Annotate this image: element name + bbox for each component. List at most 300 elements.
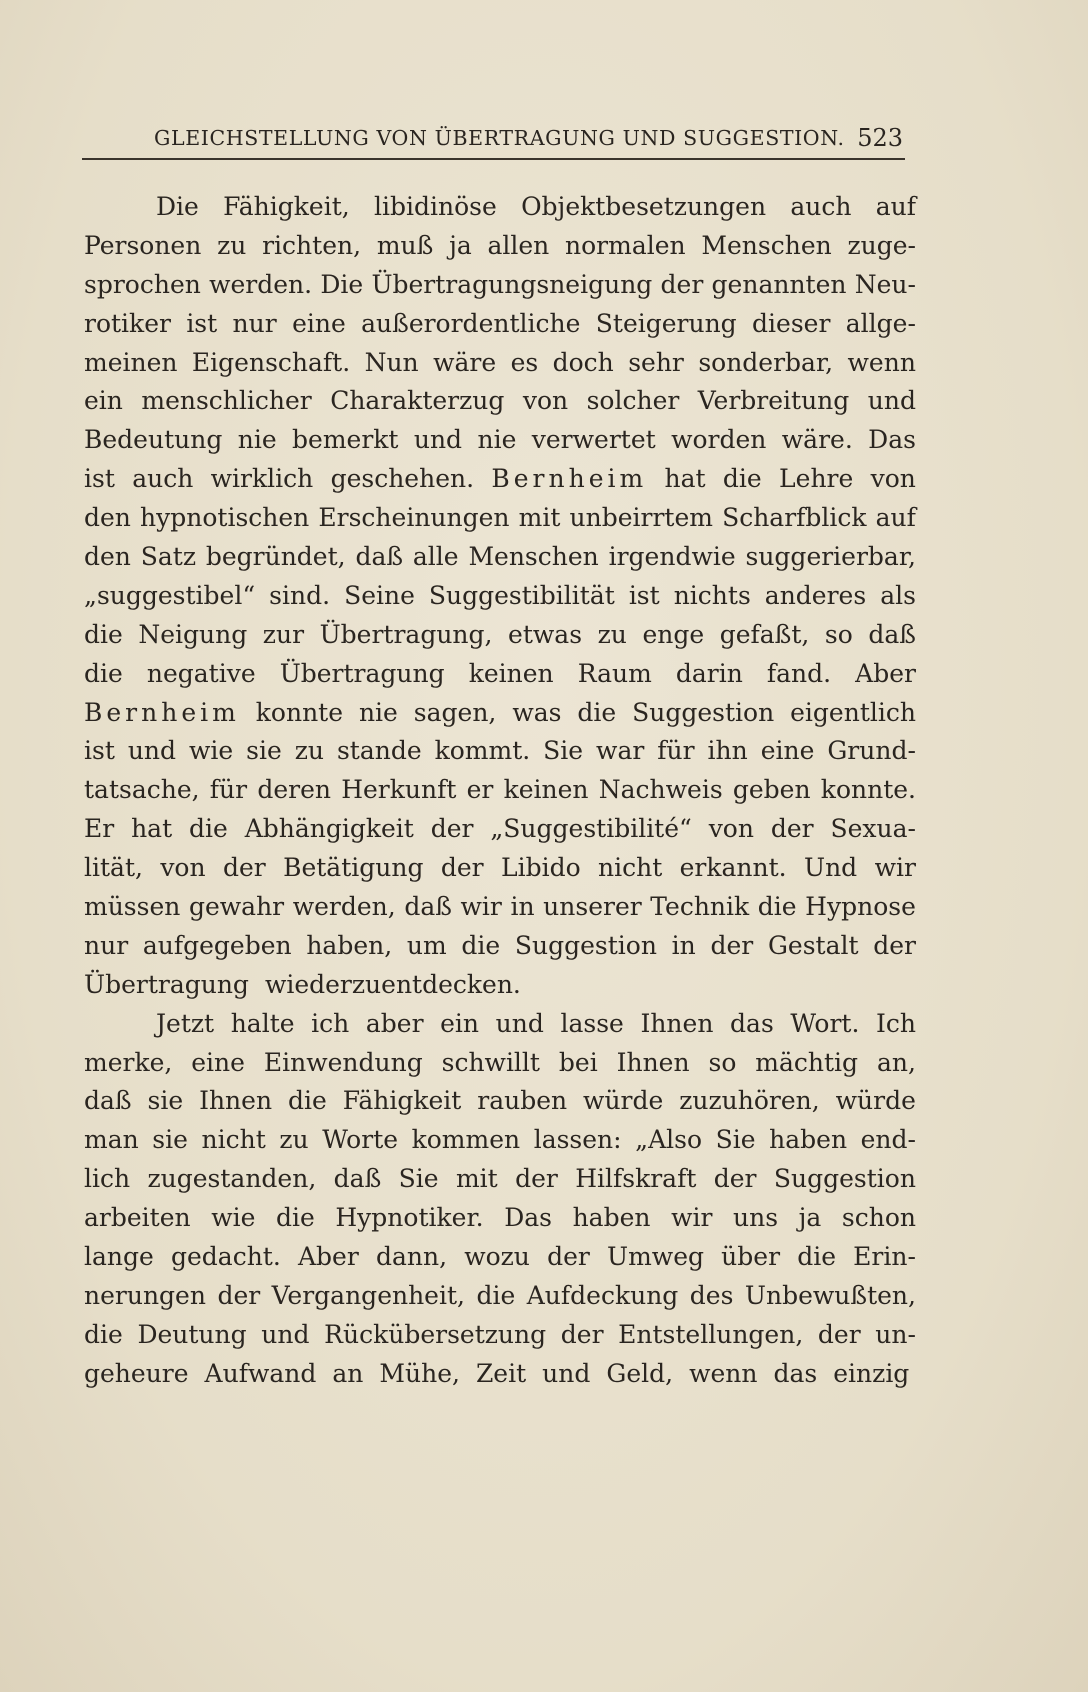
word: lität, <box>84 853 143 883</box>
word: Mühe, <box>379 1358 460 1388</box>
word: zuzuhören, <box>679 1086 820 1116</box>
word: er <box>466 775 494 805</box>
word: Nun <box>364 347 419 377</box>
word: bemerkt <box>292 425 399 455</box>
word: worden <box>671 425 767 455</box>
word: Übertragungsneigung <box>371 269 653 299</box>
word: zur <box>262 619 305 649</box>
word: Er <box>84 814 115 844</box>
word: tatsache, <box>84 775 200 805</box>
word: nicht <box>201 1125 266 1155</box>
word: etwas <box>508 619 583 649</box>
word: mächtig <box>755 1047 859 1077</box>
word: normalen <box>565 230 686 260</box>
word: hat <box>664 464 706 494</box>
word: des <box>689 1280 734 1310</box>
word: wie <box>189 736 234 766</box>
word: Menschen <box>468 542 599 572</box>
word: und <box>867 386 916 416</box>
text-line <box>84 1160 916 1199</box>
word: rauben <box>477 1086 568 1116</box>
word: Aufwand <box>204 1358 317 1388</box>
word: Die <box>320 269 364 299</box>
word: enge <box>642 619 705 649</box>
word: für <box>209 775 248 805</box>
word: haben <box>572 1203 651 1233</box>
word: Deutung <box>137 1319 247 1349</box>
word: hypnotischen <box>140 503 310 533</box>
word: der <box>817 1319 861 1349</box>
word: haben, <box>306 930 393 960</box>
word: ist <box>186 308 218 338</box>
word: Übertragung, <box>319 619 493 649</box>
word: und <box>261 1319 310 1349</box>
word: schwillt <box>441 1047 540 1077</box>
word: haben <box>769 1125 848 1155</box>
word: fand. <box>766 658 832 688</box>
word: ein <box>440 1008 480 1038</box>
word: konnte <box>255 697 344 727</box>
word: unserer <box>543 892 642 922</box>
page-header <box>82 122 905 160</box>
word: nur <box>232 308 277 338</box>
word: und <box>413 425 463 455</box>
word: wäre. <box>781 425 853 455</box>
word: Übertragung <box>279 658 445 688</box>
word: wenn <box>847 347 916 377</box>
word: wiederzuentdecken. <box>264 969 521 999</box>
word: Neu- <box>854 269 916 299</box>
word: das <box>730 1008 774 1038</box>
word: Personen <box>84 230 202 260</box>
word: zu <box>279 1125 309 1155</box>
word: nie <box>237 425 277 455</box>
word: Fähigkeit <box>342 1086 462 1116</box>
word: Seine <box>344 580 415 610</box>
word: auch <box>790 192 852 221</box>
word: so <box>824 619 853 649</box>
word: die <box>757 892 797 922</box>
word: dieser <box>752 308 831 338</box>
word: daß <box>84 1086 132 1116</box>
word: eine <box>292 308 346 338</box>
word: auch <box>132 464 194 494</box>
word: zuge- <box>847 230 916 260</box>
word: Ich <box>876 1008 916 1038</box>
word: mit <box>455 1164 498 1194</box>
word: würde <box>835 1086 916 1116</box>
text-line <box>84 538 916 577</box>
word: werden. <box>209 269 313 299</box>
word: ich <box>311 1008 350 1038</box>
word: kommen <box>411 1125 521 1155</box>
body-text <box>84 188 916 1428</box>
word: zu <box>294 736 325 766</box>
word: Herkunft <box>341 775 457 805</box>
word: nicht <box>598 853 663 883</box>
word: die <box>84 658 123 688</box>
word: nie <box>477 425 517 455</box>
word: erkannt. <box>679 853 787 883</box>
word: der <box>660 269 704 299</box>
word: Sexua- <box>830 814 916 844</box>
word: darin <box>675 658 743 688</box>
word: geschehen. <box>330 464 475 494</box>
word: sehr <box>628 347 684 377</box>
word: an, <box>876 1047 916 1077</box>
word: von <box>522 386 569 416</box>
word: der <box>222 853 266 883</box>
word: lasse <box>560 1008 624 1038</box>
text-line <box>84 1238 916 1277</box>
word: man <box>84 1125 139 1155</box>
word: die <box>461 930 501 960</box>
word: für <box>657 736 695 766</box>
text-line <box>84 1044 916 1083</box>
word: libidinöse <box>374 192 497 221</box>
word: nur <box>84 930 129 960</box>
word: keinen <box>503 775 589 805</box>
word: unbeirrtem <box>569 503 713 533</box>
word: die <box>189 814 228 844</box>
text-line <box>84 1277 916 1316</box>
text-line <box>84 655 916 694</box>
word: Gestalt <box>767 930 859 960</box>
word: gedacht. <box>170 1242 281 1272</box>
word: anderes <box>764 580 867 610</box>
word: Das <box>868 425 916 455</box>
word: von <box>708 814 754 844</box>
word: lassen: <box>533 1125 622 1155</box>
word: Lehre <box>779 464 854 494</box>
word: sie <box>152 1125 188 1155</box>
word: Bedeutung <box>84 425 223 455</box>
word: was <box>512 697 562 727</box>
text-line <box>84 499 916 538</box>
paragraph <box>84 188 916 1005</box>
word: war <box>596 736 645 766</box>
word: un- <box>875 1319 916 1349</box>
text-line <box>84 616 916 655</box>
word: ist <box>84 464 115 494</box>
word: arbeiten <box>84 1203 191 1233</box>
word: der <box>873 930 916 960</box>
word: „suggestibel“ <box>84 580 256 610</box>
word: Bernheim <box>491 464 648 494</box>
word: Eigenschaft. <box>191 347 351 377</box>
word: an <box>332 1358 364 1388</box>
word: lich <box>84 1164 131 1194</box>
text-line <box>84 305 916 344</box>
word: Verbreitung <box>697 386 850 416</box>
running-title: GLEICHSTELLUNG VON ÜBERTRAGUNG UND SUGGESTION. <box>154 126 845 150</box>
text-line <box>84 1316 916 1355</box>
page-number: 523 <box>857 124 903 152</box>
word: Unbewußten, <box>744 1280 916 1310</box>
word: zu <box>217 230 247 260</box>
word: Charakterzug <box>330 386 505 416</box>
word: Abhängigkeit <box>244 814 414 844</box>
word: ihn <box>707 736 748 766</box>
word: „Suggestibilité“ <box>490 814 692 844</box>
word: Aber <box>855 658 916 688</box>
word: ein <box>84 386 123 416</box>
word: Objektbesetzungen <box>521 192 767 221</box>
word: über <box>721 1242 781 1272</box>
word: Ihnen <box>199 1086 273 1116</box>
word: wozu <box>464 1242 530 1272</box>
word: aber <box>365 1008 424 1038</box>
word: Satz <box>140 542 196 572</box>
word: irgendwie <box>608 542 736 572</box>
word: Entstellungen, <box>618 1319 804 1349</box>
word: den <box>84 542 131 572</box>
word: Sie <box>398 1164 439 1194</box>
word: Technik <box>650 892 750 922</box>
word: nichts <box>673 580 751 610</box>
word: wir <box>460 892 502 922</box>
word: daß <box>333 1164 382 1194</box>
word: sprochen <box>84 269 201 299</box>
word: Grund- <box>827 736 916 766</box>
word: genannten <box>711 269 847 299</box>
word: als <box>880 580 916 610</box>
text-line <box>84 771 916 810</box>
word: Die <box>156 192 199 221</box>
word: die <box>84 1319 123 1349</box>
word: eine <box>760 736 815 766</box>
paragraph <box>84 1005 916 1394</box>
text-line <box>84 577 916 616</box>
word: Raum <box>577 658 652 688</box>
word: „Also <box>635 1125 703 1155</box>
word: ist <box>628 580 660 610</box>
word: suggerierbar, <box>745 542 916 572</box>
word: Libido <box>500 853 581 883</box>
word: es <box>510 347 539 377</box>
word: der <box>430 814 474 844</box>
word: Zeit <box>475 1358 527 1388</box>
word: geben <box>732 775 811 805</box>
word: einzig <box>833 1358 910 1388</box>
text-line <box>84 694 916 733</box>
word: merke, <box>84 1047 173 1077</box>
word: menschlicher <box>141 386 312 416</box>
word: Geld, <box>606 1358 674 1388</box>
word: aufgegeben <box>142 930 292 960</box>
word: Ihnen <box>640 1008 714 1038</box>
word: Fähigkeit, <box>223 192 350 221</box>
word: werden, <box>292 892 396 922</box>
word: Betätigung <box>283 853 424 883</box>
word: sonderbar, <box>698 347 834 377</box>
word: der <box>713 1164 757 1194</box>
word: negative <box>146 658 256 688</box>
word: von <box>870 464 916 494</box>
text-line <box>84 421 916 460</box>
word: von <box>160 853 206 883</box>
word: muß <box>376 230 434 260</box>
word: richten, <box>262 230 362 260</box>
word: die <box>275 1203 315 1233</box>
text-line <box>84 1082 916 1121</box>
word: nie <box>358 697 398 727</box>
word: der <box>710 930 754 960</box>
word: Neigung <box>138 619 248 649</box>
word: so <box>708 1047 737 1077</box>
text-line <box>84 227 916 266</box>
word: zu <box>597 619 627 649</box>
word: die <box>797 1242 836 1272</box>
word: Menschen <box>701 230 832 260</box>
word: allge- <box>845 308 916 338</box>
text-line <box>84 344 916 383</box>
word: sind. <box>269 580 331 610</box>
word: das <box>773 1358 818 1388</box>
word: wäre <box>433 347 497 377</box>
word: uns <box>733 1203 779 1233</box>
word: daß <box>404 892 452 922</box>
word: alle <box>412 542 459 572</box>
word: bei <box>558 1047 598 1077</box>
word: halte <box>230 1008 295 1038</box>
word: keinen <box>468 658 554 688</box>
word: solcher <box>586 386 680 416</box>
text-line <box>84 188 916 227</box>
word: doch <box>552 347 614 377</box>
word: konnte. <box>820 775 916 805</box>
text-line <box>84 460 916 499</box>
word: wirklich <box>210 464 314 494</box>
word: den <box>84 503 131 533</box>
word: Ihnen <box>616 1047 690 1077</box>
word: ja <box>798 1203 822 1233</box>
word: müssen <box>84 892 181 922</box>
word: die <box>287 1086 327 1116</box>
word: Scharfblick <box>722 503 867 533</box>
word: sagen, <box>413 697 497 727</box>
word: mit <box>518 503 561 533</box>
word: schon <box>841 1203 916 1233</box>
text-line <box>84 1121 916 1160</box>
word: Übertragung <box>84 969 249 999</box>
word: Bernheim <box>84 697 240 727</box>
word: eigentlich <box>790 697 916 727</box>
text-line <box>84 966 916 1005</box>
text-line <box>84 927 916 966</box>
word: Und <box>804 853 858 883</box>
word: würde <box>583 1086 664 1116</box>
word: in <box>671 930 696 960</box>
word: Hilfskraft <box>575 1164 697 1194</box>
text-line <box>84 849 916 888</box>
text-line <box>84 1005 916 1044</box>
word: nerungen <box>84 1280 206 1310</box>
text-line <box>84 732 916 771</box>
word: Steigerung <box>595 308 737 338</box>
word: meinen <box>84 347 178 377</box>
word: Suggestion <box>773 1164 916 1194</box>
text-line <box>84 1355 916 1394</box>
word: eine <box>191 1047 245 1077</box>
word: die <box>577 697 617 727</box>
word: allen <box>487 230 550 260</box>
word: lange <box>84 1242 154 1272</box>
word: Sie <box>543 736 584 766</box>
word: kommt. <box>434 736 531 766</box>
word: deren <box>257 775 331 805</box>
word: zugestanden, <box>147 1164 317 1194</box>
word: dann, <box>375 1242 448 1272</box>
word: der <box>560 1319 604 1349</box>
word: Nachweis <box>598 775 723 805</box>
word: daß <box>355 542 404 572</box>
word: außerordentliche <box>361 308 581 338</box>
word: Suggestibilität <box>428 580 615 610</box>
word: Hypnose <box>805 892 916 922</box>
word: die <box>84 619 123 649</box>
word: hat <box>131 814 173 844</box>
word: der <box>547 1242 590 1272</box>
text-line <box>84 1199 916 1238</box>
word: Suggestion <box>514 930 657 960</box>
word: Das <box>504 1203 552 1233</box>
word: stande <box>336 736 422 766</box>
word: Aufdeckung <box>526 1280 679 1310</box>
word: Aber <box>297 1242 359 1272</box>
word: der <box>515 1164 558 1194</box>
word: Vergangenheit, <box>271 1280 465 1310</box>
word: verwertet <box>531 425 656 455</box>
text-line <box>84 382 916 421</box>
text-line <box>84 888 916 927</box>
word: Wort. <box>790 1008 860 1038</box>
word: auf <box>875 503 916 533</box>
text-line <box>84 810 916 849</box>
word: und <box>127 736 177 766</box>
word: wir <box>874 853 916 883</box>
word: sie <box>246 736 282 766</box>
word: und <box>495 1008 544 1038</box>
word: Hypnotiker. <box>335 1203 484 1233</box>
word: in <box>510 892 535 922</box>
word: um <box>406 930 447 960</box>
word: rotiker <box>84 308 171 338</box>
word: die <box>722 464 762 494</box>
word: wie <box>211 1203 256 1233</box>
word: gefaßt, <box>719 619 810 649</box>
word: sie <box>147 1086 184 1116</box>
word: Erscheinungen <box>318 503 510 533</box>
word: Jetzt <box>156 1008 215 1038</box>
word: die <box>476 1280 516 1310</box>
word: Umweg <box>607 1242 704 1272</box>
word: Sie <box>715 1125 756 1155</box>
word: Suggestion <box>632 697 775 727</box>
word: gewahr <box>188 892 285 922</box>
word: begründet, <box>205 542 346 572</box>
word: geheure <box>84 1358 189 1388</box>
word: Worte <box>322 1125 399 1155</box>
word: auf <box>875 192 916 221</box>
word: Erin- <box>853 1242 916 1272</box>
word: end- <box>860 1125 916 1155</box>
word: wenn <box>689 1358 758 1388</box>
word: ja <box>449 230 472 260</box>
word: der <box>440 853 484 883</box>
word: Rückübersetzung <box>324 1319 547 1349</box>
word: der <box>770 814 814 844</box>
